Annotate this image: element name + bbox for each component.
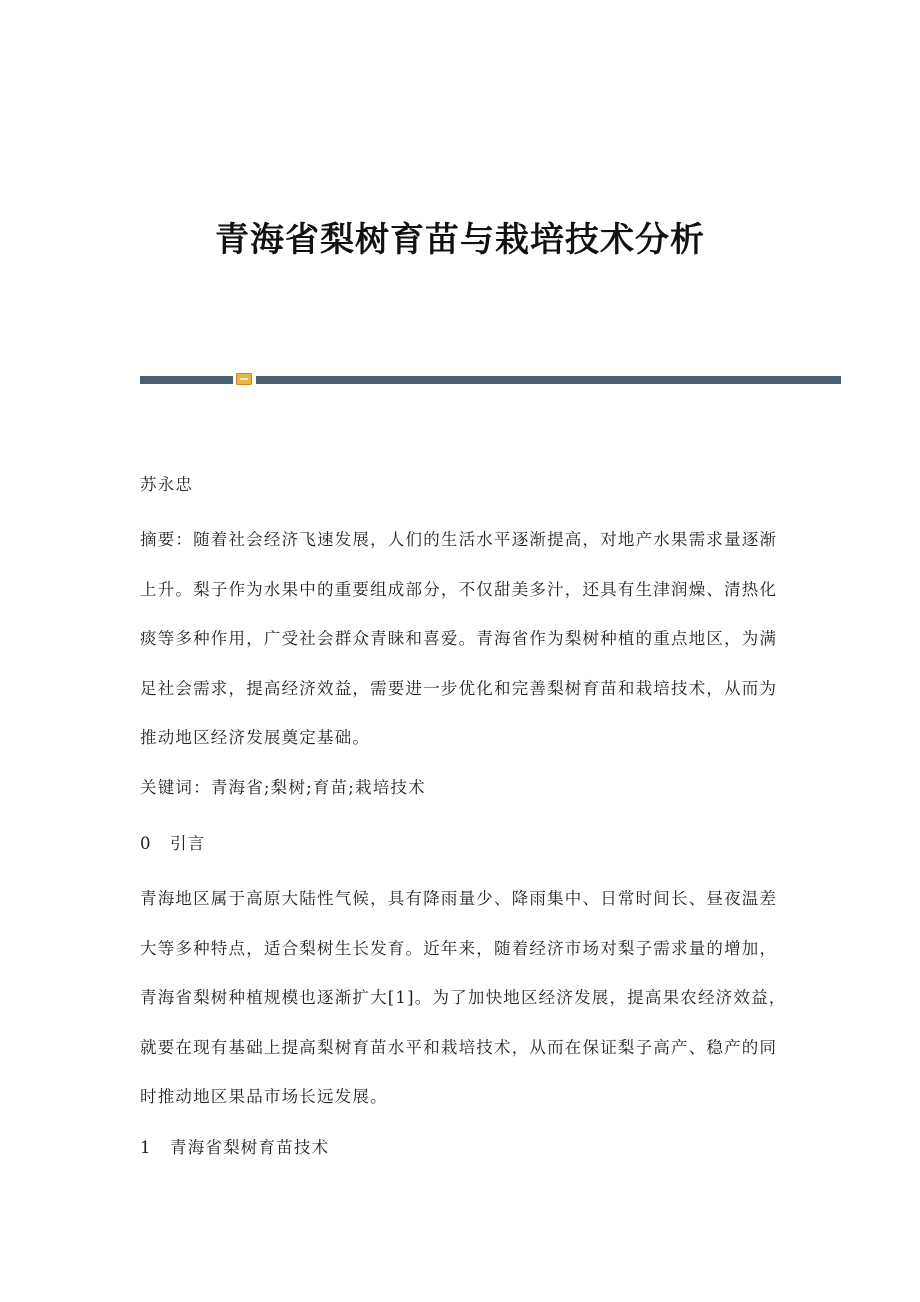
section-number: 1 bbox=[140, 1138, 152, 1157]
divider-right-bar bbox=[256, 376, 841, 384]
title-divider bbox=[140, 372, 841, 386]
section-title: 青海省梨树育苗技术 bbox=[170, 1138, 330, 1157]
keywords-text: 青海省;梨树;育苗;栽培技术 bbox=[210, 778, 426, 797]
abstract bbox=[140, 515, 790, 763]
divider-left-bar bbox=[140, 376, 233, 384]
section-heading-intro bbox=[140, 829, 790, 859]
keywords bbox=[140, 773, 790, 803]
section-heading-seedling bbox=[140, 1133, 790, 1163]
abstract-text: 随着社会经济飞速发展，人们的生活水平逐渐提高，对地产水果需求量逐渐上升。梨子作为水果中的重要组成部分，不仅甜美多汁，还具有生津润燥、清热化痰等多种作用，广受社会群众青睐和喜爱。青海省作为梨树种植的重点地区，为满足社会需求，提高经济效益，需要进一步优化和完善梨树育苗和栽培技术，从而为推动地区经济发展奠定基础。 bbox=[140, 530, 778, 747]
author-name: 苏永忠 bbox=[140, 475, 194, 494]
keywords-label: 关键词： bbox=[140, 778, 211, 797]
divider-badge-icon bbox=[236, 373, 252, 385]
document-title: 青海省梨树育苗与栽培技术分析 bbox=[215, 220, 705, 260]
intro-paragraph: 青海地区属于高原大陆性气候，具有降雨量少、降雨集中、日常时间长、昼夜温差大等多种特点，适合梨树生长发育。近年来，随着经济市场对梨子需求量的增加，青海省梨树种植规模也逐渐扩大[1]。为了加快地区经济发展，提高果农经济效益，就要在现有基础上提高梨树育苗水平和栽培技术，从而在保证梨子高产、稳产的同时推动地区果品市场长远发展。 bbox=[140, 889, 787, 1106]
section-title: 引言 bbox=[170, 834, 206, 853]
abstract-label: 摘要： bbox=[140, 530, 194, 549]
section-number: 0 bbox=[140, 834, 152, 853]
